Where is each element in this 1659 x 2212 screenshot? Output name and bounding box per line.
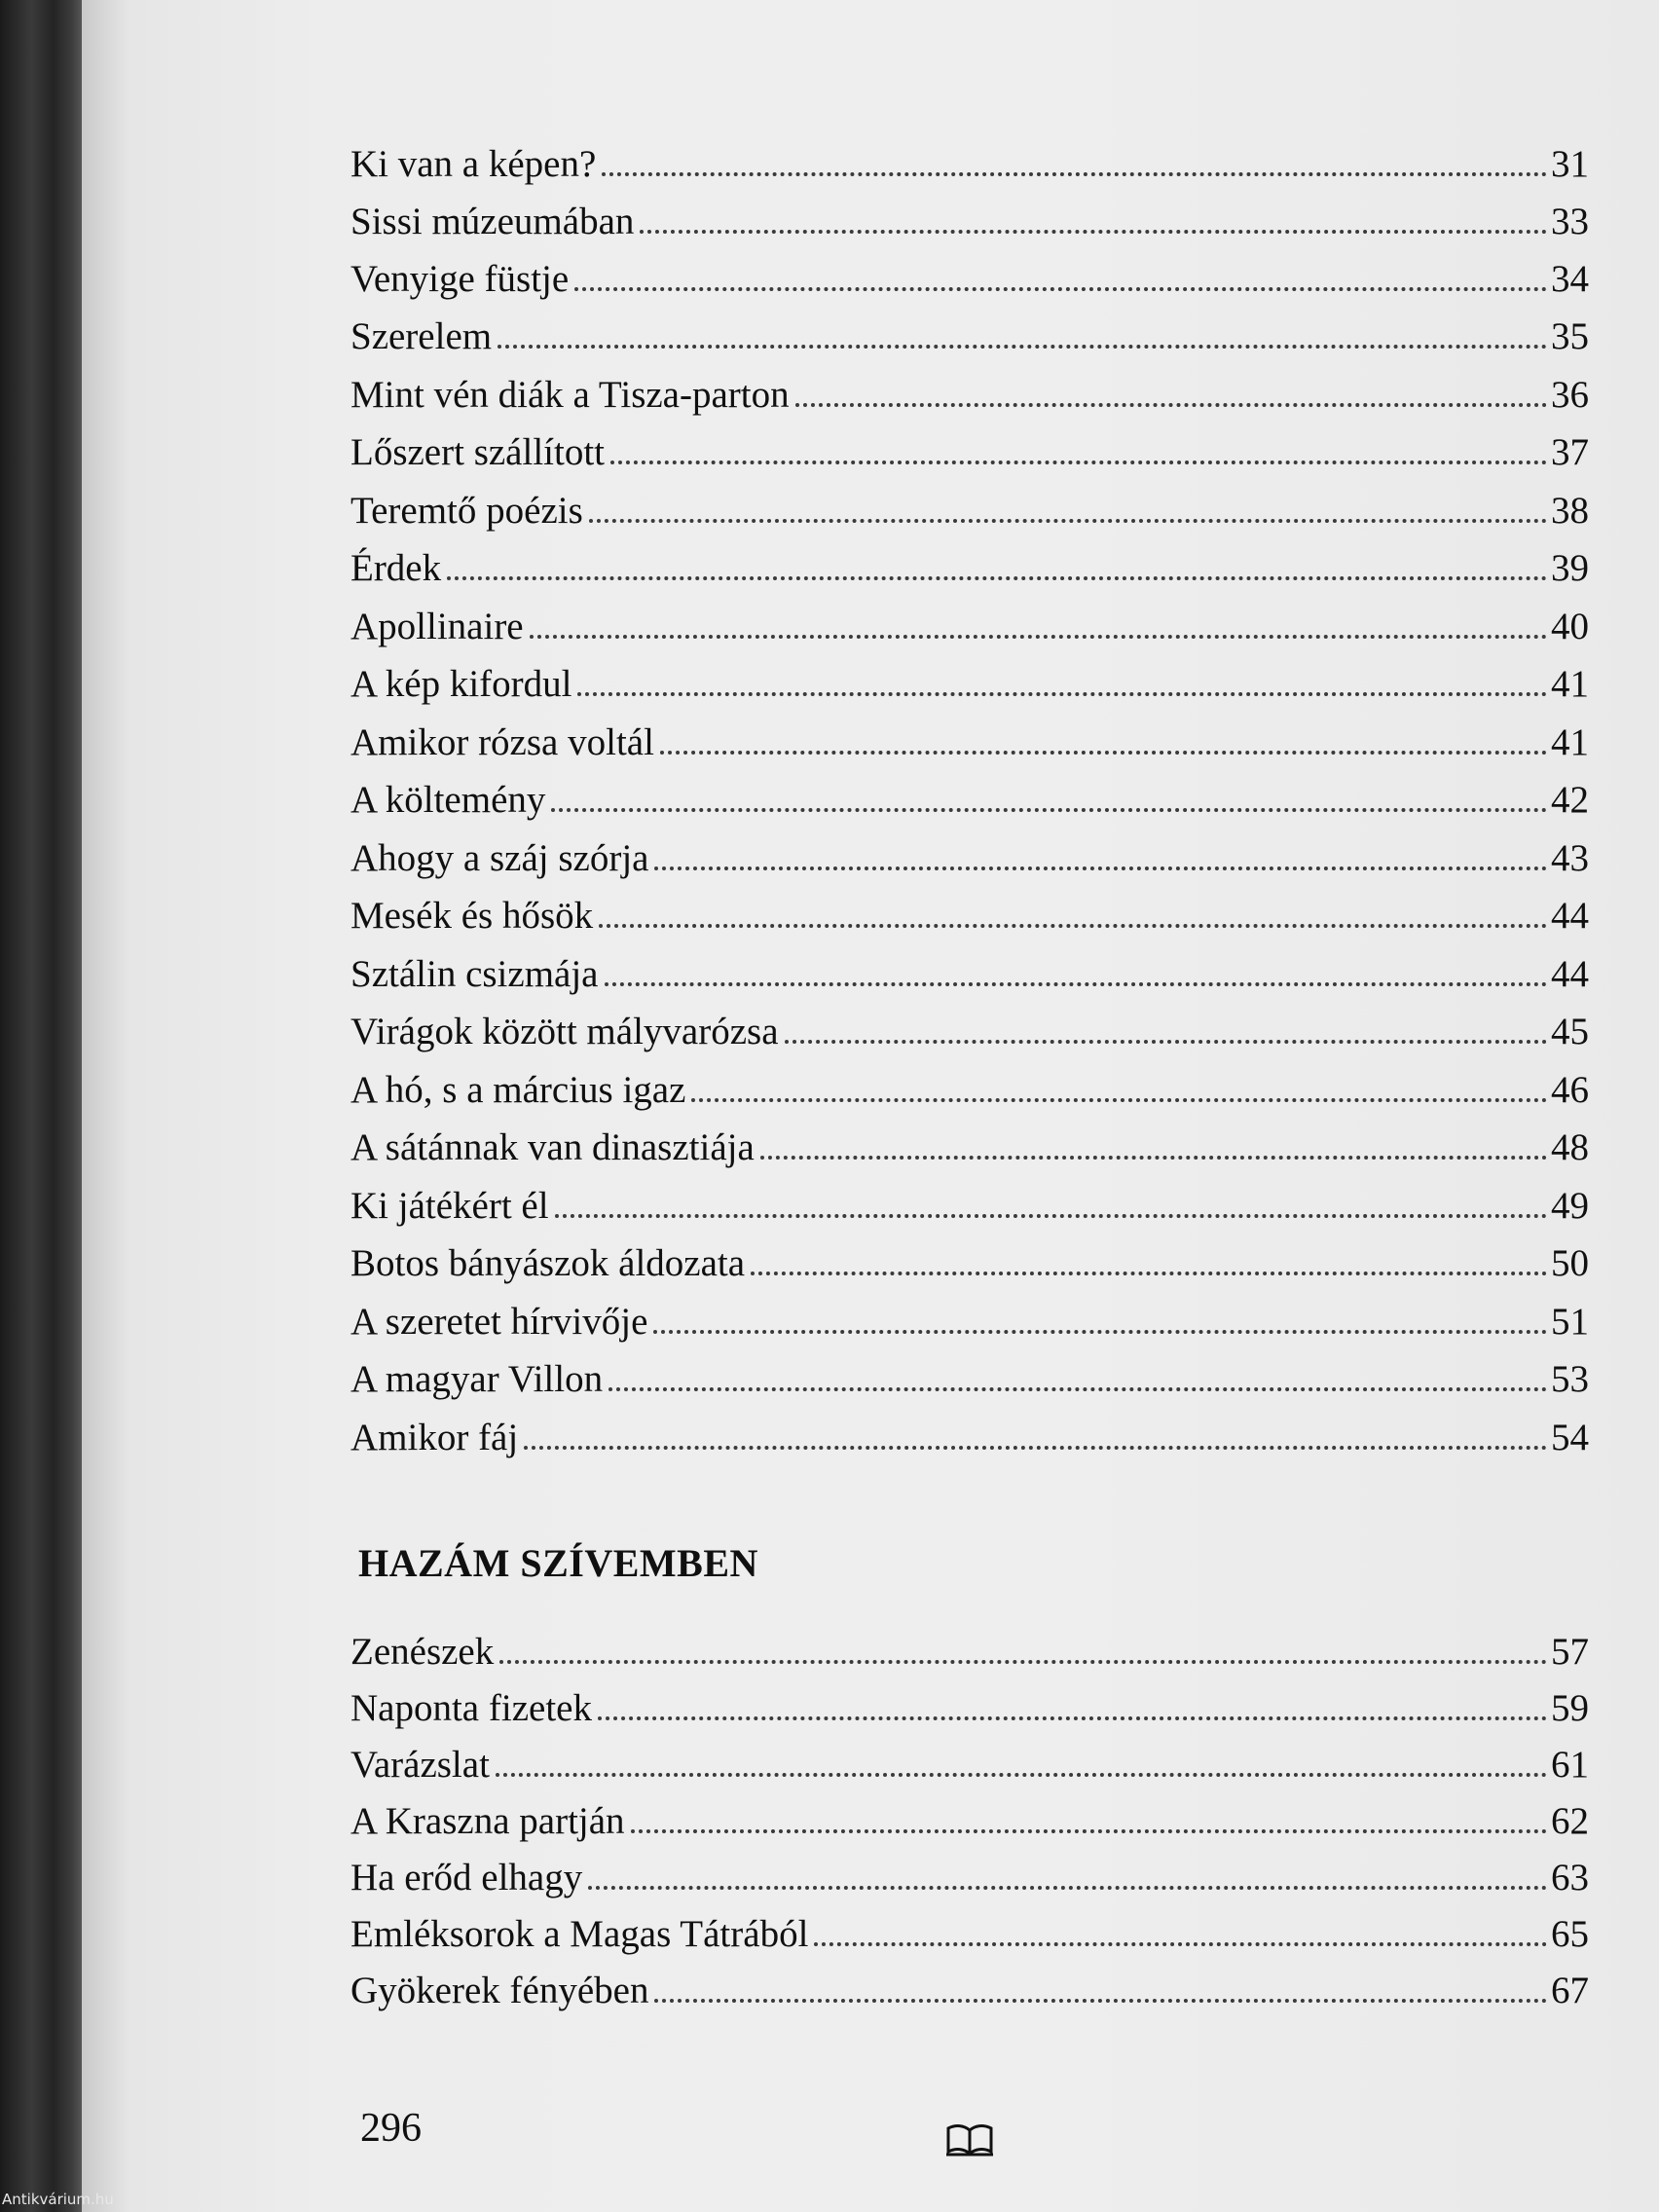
toc-entry-page: 40 xyxy=(1551,606,1589,647)
toc-entry-page: 34 xyxy=(1551,258,1589,300)
toc-entry-title: Szerelem xyxy=(350,315,493,357)
toc-entry-page: 51 xyxy=(1551,1301,1589,1343)
toc-entry-page: 46 xyxy=(1551,1069,1589,1111)
dot-leader xyxy=(660,751,1547,755)
toc-entry-page: 63 xyxy=(1551,1857,1589,1899)
toc-entry xyxy=(350,713,1589,761)
dot-leader xyxy=(654,1999,1547,2003)
toc-entry-title: Gyökerek fényében xyxy=(350,1970,649,2011)
toc-entry xyxy=(350,538,1589,587)
toc-entry xyxy=(350,134,1589,183)
toc-entry-page: 61 xyxy=(1551,1744,1589,1786)
toc-entry-title: A hó, s a március igaz xyxy=(350,1069,686,1111)
toc-entry-page: 35 xyxy=(1551,315,1589,357)
toc-entry xyxy=(350,1234,1589,1282)
dot-leader xyxy=(589,519,1547,523)
toc-entry-title: Varázslat xyxy=(350,1744,490,1786)
toc-entry-page: 53 xyxy=(1551,1358,1589,1400)
dot-leader xyxy=(653,1330,1547,1334)
toc-entry-page: 33 xyxy=(1551,201,1589,242)
toc-entry xyxy=(350,1791,1589,1840)
toc-entry xyxy=(350,1735,1589,1784)
toc-entry-title: A Kraszna partján xyxy=(350,1800,625,1842)
toc-entry-page: 59 xyxy=(1551,1687,1589,1729)
toc-entry xyxy=(350,1118,1589,1166)
toc-entry-title: Sissi múzeumában xyxy=(350,201,635,242)
section-heading: HAZÁM SZÍVEMBEN xyxy=(358,1541,758,1585)
toc-entry xyxy=(350,654,1589,703)
toc-entry-page: 37 xyxy=(1551,431,1589,473)
dot-leader xyxy=(530,635,1547,639)
dot-leader xyxy=(524,1446,1547,1450)
toc-entry xyxy=(350,1904,1589,1953)
toc-entry-title: Sztálin csizmája xyxy=(350,953,599,995)
toc-entry-page: 54 xyxy=(1551,1417,1589,1458)
toc-entry-title: A költemény xyxy=(350,779,546,821)
toc-entry-title: Érdek xyxy=(350,547,442,589)
toc-entry-title: Apollinaire xyxy=(350,606,524,647)
toc-entry-page: 31 xyxy=(1551,143,1589,185)
dot-leader xyxy=(760,1156,1547,1160)
toc-entry xyxy=(350,829,1589,877)
toc-entry xyxy=(350,1408,1589,1456)
dot-leader xyxy=(631,1829,1547,1833)
dot-leader xyxy=(551,808,1547,812)
toc-entry-title: Zenészek xyxy=(350,1631,495,1673)
toc-entry-title: A magyar Villon xyxy=(350,1358,604,1400)
dot-leader xyxy=(447,576,1547,580)
dot-leader xyxy=(610,461,1547,464)
toc-entry-page: 65 xyxy=(1551,1913,1589,1955)
toc-entry-title: Mint vén diák a Tisza-parton xyxy=(350,374,790,416)
toc-entry-page: 57 xyxy=(1551,1631,1589,1673)
toc-entry-page: 43 xyxy=(1551,837,1589,879)
toc-entry-page: 48 xyxy=(1551,1126,1589,1168)
dot-leader xyxy=(785,1040,1547,1044)
toc-entry-page: 49 xyxy=(1551,1185,1589,1227)
toc-entry xyxy=(350,770,1589,819)
dot-leader xyxy=(814,1942,1547,1946)
toc-entry xyxy=(350,1848,1589,1897)
toc-entry-title: Mesék és hősök xyxy=(350,895,594,937)
dot-leader xyxy=(602,172,1547,176)
toc-entry-title: Ahogy a száj szórja xyxy=(350,837,649,879)
toc-entry xyxy=(350,1292,1589,1341)
toc-entry-page: 44 xyxy=(1551,953,1589,995)
toc-entry-title: Venyige füstje xyxy=(350,258,570,300)
toc-entry xyxy=(350,365,1589,414)
dot-leader xyxy=(555,1214,1547,1218)
toc-entry-page: 45 xyxy=(1551,1011,1589,1052)
dot-leader xyxy=(654,866,1547,870)
toc-entry-title: Amikor fáj xyxy=(350,1417,519,1458)
dot-leader xyxy=(496,1773,1547,1777)
dot-leader xyxy=(499,1660,1547,1664)
dot-leader xyxy=(691,1098,1547,1102)
toc-entry-page: 44 xyxy=(1551,895,1589,937)
watermark: Antikvárium.hu xyxy=(2,2191,114,2208)
toc-entry-title: A szeretet hírvivője xyxy=(350,1301,648,1343)
toc-entry xyxy=(350,886,1589,935)
toc-entry-page: 39 xyxy=(1551,547,1589,589)
toc-entry xyxy=(350,1622,1589,1671)
toc-entry xyxy=(350,1002,1589,1051)
dot-leader xyxy=(751,1272,1547,1275)
dot-leader xyxy=(588,1886,1547,1890)
dot-leader xyxy=(498,345,1547,349)
toc-entry-title: Emléksorok a Magas Tátrából xyxy=(350,1913,809,1955)
toc-entry xyxy=(350,1349,1589,1398)
toc-entry-page: 62 xyxy=(1551,1800,1589,1842)
toc-entry-title: Amikor rózsa voltál xyxy=(350,721,654,763)
toc-entry xyxy=(350,192,1589,240)
toc-entry-title: Ki játékért él xyxy=(350,1185,549,1227)
dot-leader xyxy=(598,1716,1547,1720)
dot-leader xyxy=(640,230,1547,234)
toc-entry-page: 41 xyxy=(1551,721,1589,763)
toc-entry-title: Virágok között mályvarózsa xyxy=(350,1011,779,1052)
toc-entry xyxy=(350,423,1589,471)
open-book-icon xyxy=(944,2122,995,2157)
toc-entry-page: 50 xyxy=(1551,1242,1589,1284)
toc-entry xyxy=(350,1678,1589,1727)
toc-entry-title: A sátánnak van dinasztiája xyxy=(350,1126,755,1168)
toc-entry xyxy=(350,944,1589,993)
toc-entry xyxy=(350,481,1589,530)
dot-leader xyxy=(574,287,1547,291)
toc-entry-title: Lőszert szállított xyxy=(350,431,606,473)
dot-leader xyxy=(608,1387,1547,1391)
toc-entry xyxy=(350,597,1589,645)
dot-leader xyxy=(605,982,1548,986)
dot-leader xyxy=(577,692,1547,696)
toc-entry xyxy=(350,1961,1589,2009)
toc-entry-page: 42 xyxy=(1551,779,1589,821)
page-number: 296 xyxy=(360,2106,422,2151)
toc-entry-page: 36 xyxy=(1551,374,1589,416)
toc-entry-page: 41 xyxy=(1551,663,1589,705)
toc-entry-title: Naponta fizetek xyxy=(350,1687,592,1729)
dot-leader xyxy=(795,403,1547,407)
toc-entry xyxy=(350,249,1589,298)
toc-entry-title: Teremtő poézis xyxy=(350,490,583,532)
toc-entry xyxy=(350,1060,1589,1109)
toc-entry xyxy=(350,307,1589,355)
toc-entry-page: 38 xyxy=(1551,490,1589,532)
toc-entry-title: A kép kifordul xyxy=(350,663,572,705)
toc-entry-title: Botos bányászok áldozata xyxy=(350,1242,746,1284)
toc-entry-title: Ki van a képen? xyxy=(350,143,597,185)
toc-entry-page: 67 xyxy=(1551,1970,1589,2011)
toc-entry-title: Ha erőd elhagy xyxy=(350,1857,583,1899)
toc-entry xyxy=(350,1176,1589,1225)
dot-leader xyxy=(599,924,1547,928)
